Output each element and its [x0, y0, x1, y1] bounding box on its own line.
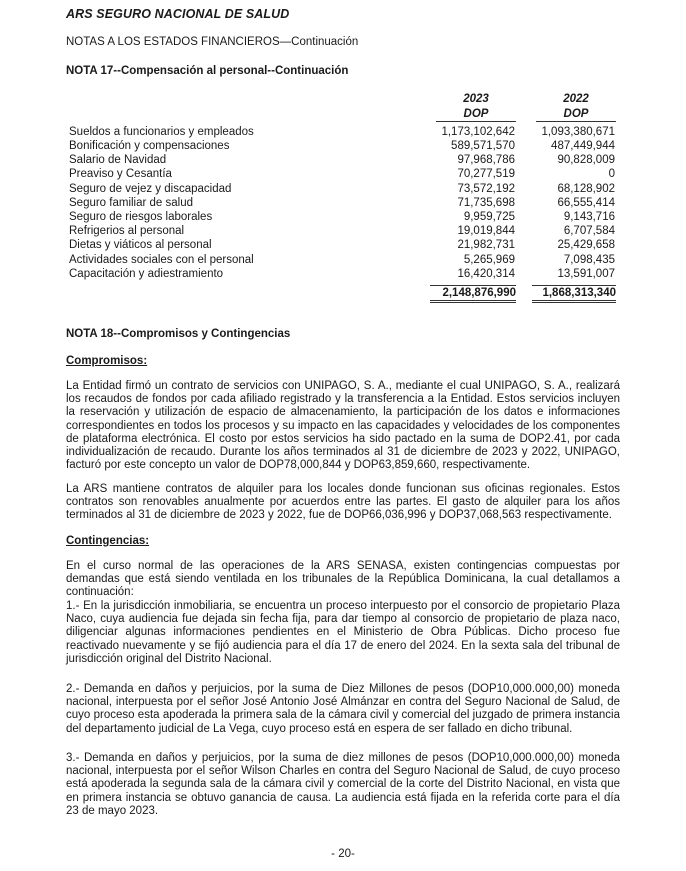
note17-title: NOTA 17--Compensación al personal--Continuación — [66, 65, 349, 77]
contingencias-intro: En el curso normal de las operaciones de la ARS SENASA, existen contingencias compuestas por demandas que está siendo ventilada en los tribunales de la República Dominicana, la cual detallamos a continuación: — [66, 560, 620, 599]
value-2022: 25,429,658 — [557, 239, 615, 251]
table-row — [0, 224, 686, 238]
column-currency: DOP — [436, 107, 516, 123]
value-2023: 71,735,698 — [457, 197, 515, 209]
compromisos-paragraph-1: La Entidad firmó un contrato de servicios con UNIPAGO, S. A., mediante el cual UNIPAGO, S. A., realizará los recaudos de fondos por cada afiliado registrado y la transferencia a la Entidad. Estos servicios incluyen la reservación y utilización de espacio de almacenamiento, la participación de los datos e informaciones correspondientes en todos los procesos y su impacto en las capacidades y velocidades de los componentes de plataforma electrónica. El costo por estos servicios ha sido pactado en la suma de DOP2.41, por cada individualización de recaudo. Durante los años terminados al 31 de diciembre de 2023 y 2022, UNIPAGO, facturó por este concepto un valor de DOP78,000,844 y DOP63,859,660, respectivamente. — [66, 380, 620, 472]
table-row — [0, 238, 686, 252]
row-label: Dietas y viáticos al personal — [69, 239, 212, 251]
row-label: Seguro familiar de salud — [69, 197, 194, 209]
row-label: Sueldos a funcionarios y empleados — [69, 126, 254, 138]
table-row — [0, 267, 686, 281]
value-2023: 9,959,725 — [463, 211, 515, 223]
row-label: Salario de Navidad — [69, 154, 167, 166]
column-year: 2023 — [463, 93, 489, 105]
value-2023: 19,019,844 — [457, 225, 515, 237]
value-2023: 97,968,786 — [457, 154, 515, 166]
value-2023: 5,265,969 — [463, 254, 515, 266]
value-2022: 90,828,009 — [557, 154, 615, 166]
table-row — [0, 153, 686, 167]
contingencia-item-1: 1.- En la jurisdicción inmobiliaria, se encuentra un proceso interpuesto por el consorcio de propietario Plaza Naco, cuya audiencia fue dejada sin fecha fija, para dar tiempo al consorcio de propietario de plaza naco, diligenciar algunas informaciones pendientes en el Ministerio de Obra Públicas. Dicho proceso fue reactivado nuevamente y se fijó audiencia para el día 17 de enero del 2024. En la sexta sala del tribunal de jurisdicción original del Distrito Nacional. — [66, 600, 620, 665]
page-number: - 20- — [331, 848, 355, 860]
column-currency: DOP — [536, 107, 616, 123]
value-2023: 1,173,102,642 — [441, 126, 515, 138]
value-2023: 70,277,519 — [457, 168, 515, 180]
table-row — [0, 139, 686, 153]
contingencia-item-2: 2.- Demanda en daños y perjuicios, por la suma de Diez Millones de pesos (DOP10,000.000,00) moneda nacional, interpuesta por el señor José Antonio José Almánzar en contra del Seguro Nacional de Salud, de cuyo proceso esta apoderada la primera sala de la cámara civil y comercial del juzgado de primera instancia del departamento judicial de La Vega, cuyo proceso está en espera de ser fallado en dicho tribunal. — [66, 683, 620, 735]
value-2023: 73,572,192 — [457, 183, 515, 195]
value-2023: 21,982,731 — [457, 239, 515, 251]
total-2023: 2,148,876,990 — [430, 285, 516, 303]
total-2022: 1,868,313,340 — [532, 285, 616, 303]
value-2022: 68,128,902 — [557, 183, 615, 195]
value-2023: 16,420,314 — [457, 268, 515, 280]
contingencia-item-3: 3.- Demanda en daños y perjuicios, por la suma de diez millones de pesos (DOP10,000.000,00) moneda nacional, interpuesta por el señor Wilson Charles en contra del Seguro Nacional de Salud, de cuyo proceso está apoderada la segunda sala de la cámara civil y comercial de la corte del Distrito Nacional, en vista que en primera instancia se obtuvo ganancia de causa. La audiencia está fijada en la referida corte para el día 23 de mayo 2023. — [66, 752, 620, 817]
value-2023: 589,571,570 — [451, 140, 515, 152]
column-year: 2022 — [563, 93, 589, 105]
table-row — [0, 167, 686, 181]
notes-subtitle: NOTAS A LOS ESTADOS FINANCIEROS—Continuación — [66, 36, 359, 48]
compromisos-paragraph-2: La ARS mantiene contratos de alquiler para los locales donde funcionan sus oficinas regionales. Estos contratos son renovables anualmente por acuerdos entre las partes. El gasto de alquiler para los años terminados al 31 de diciembre de 2023 y 2022, fue de DOP66,036,996 y DOP37,068,563 respectivamente. — [66, 483, 620, 522]
value-2022: 7,098,435 — [563, 254, 615, 266]
compromisos-heading: Compromisos: — [66, 355, 148, 367]
value-2022: 487,449,944 — [551, 140, 615, 152]
row-label: Refrigerios al personal — [69, 225, 185, 237]
contingencias-heading: Contingencias: — [66, 535, 150, 547]
table-row — [0, 210, 686, 224]
value-2022: 66,555,414 — [557, 197, 615, 209]
row-label: Capacitación y adiestramiento — [69, 268, 224, 280]
table-row — [0, 125, 686, 139]
row-label: Preaviso y Cesantía — [69, 168, 172, 180]
value-2022: 0 — [608, 168, 615, 180]
value-2022: 6,707,584 — [563, 225, 615, 237]
row-label: Seguro de vejez y discapacidad — [69, 183, 232, 195]
note18-title: NOTA 18--Compromisos y Contingencias — [66, 328, 291, 340]
table-row — [0, 182, 686, 196]
value-2022: 1,093,380,671 — [541, 126, 615, 138]
row-label: Actividades sociales con el personal — [69, 254, 254, 266]
row-label: Bonificación y compensaciones — [69, 140, 230, 152]
column-header-2022 — [536, 92, 616, 122]
column-header-2023 — [436, 92, 516, 122]
table-row — [0, 253, 686, 267]
value-2022: 9,143,716 — [563, 211, 615, 223]
table-row — [0, 196, 686, 210]
row-label: Seguro de riesgos laborales — [69, 211, 213, 223]
value-2022: 13,591,007 — [557, 268, 615, 280]
company-title: ARS SEGURO NACIONAL DE SALUD — [66, 7, 290, 21]
